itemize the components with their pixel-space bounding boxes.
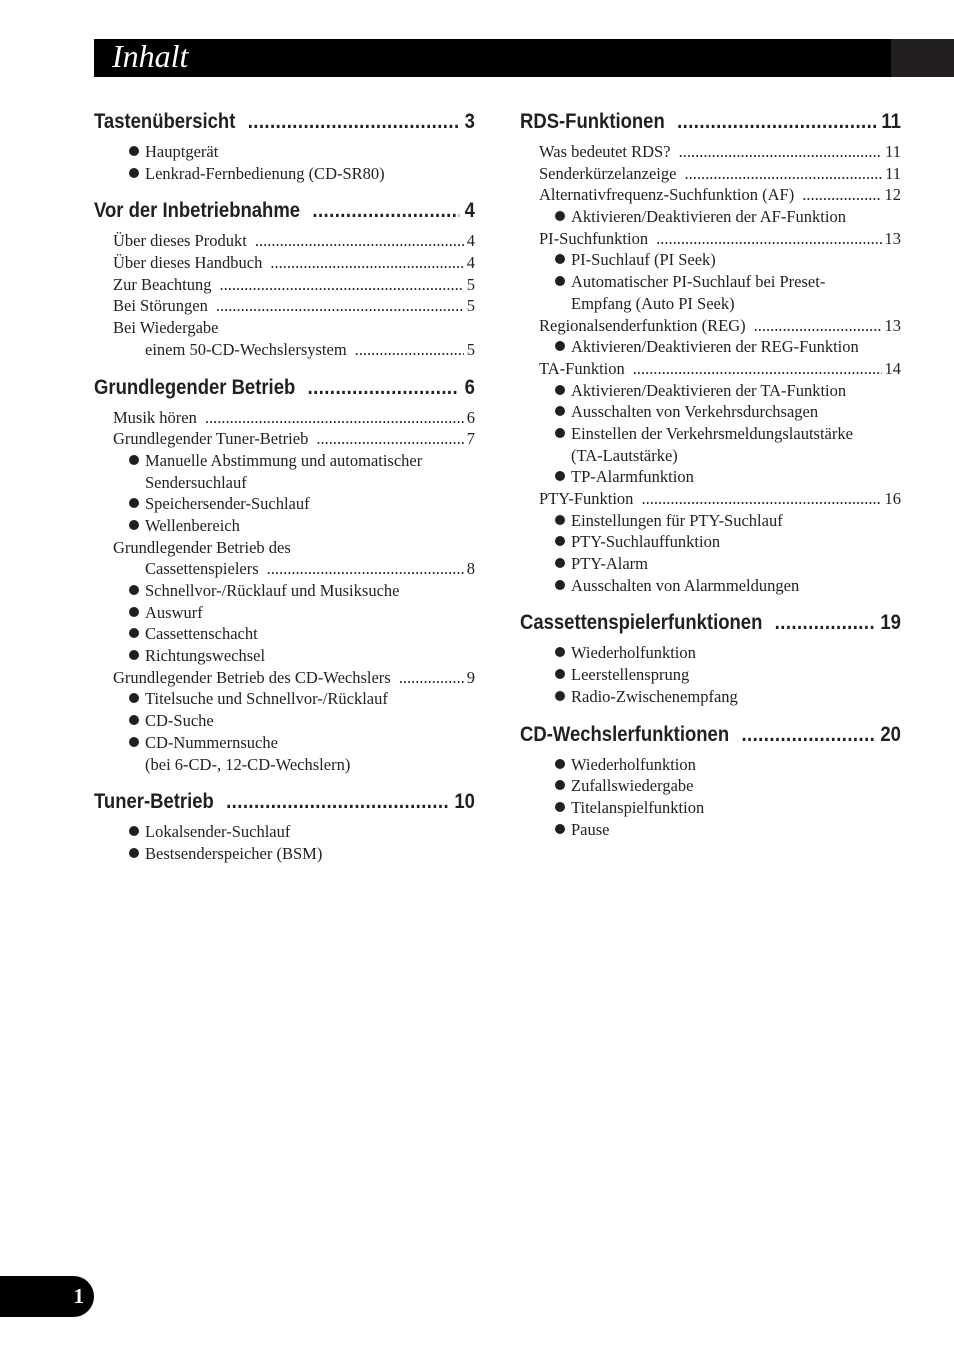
toc-entry[interactable] [94, 253, 475, 275]
dot-leader [216, 296, 464, 316]
entry-page-number: 5 [466, 274, 475, 294]
section-title: CD-Wechslerfunktionen [520, 722, 730, 746]
bullet-text: Radio-Zwischenempfang [571, 686, 738, 706]
entry-title: PI-Suchfunktion [539, 228, 649, 248]
entry-title: TA-Funktion [539, 358, 625, 378]
dot-leader [684, 164, 882, 184]
dot-leader [226, 790, 449, 814]
toc-column-left [94, 110, 475, 880]
bullet-icon [555, 691, 565, 701]
bullet-icon [555, 471, 565, 481]
bullet-text: Zufallswiedergabe [571, 776, 694, 796]
header-tab [891, 39, 954, 77]
toc-bullet-item [520, 272, 901, 294]
entry-title: Grundlegender Betrieb des CD-Wechslers [113, 667, 391, 687]
bullet-icon [555, 515, 565, 525]
toc-bullet-item [520, 554, 901, 576]
bullet-text: Wellenbereich [145, 515, 240, 535]
entry-title: Alternativfrequenz-Suchfunktion (AF) [539, 185, 795, 205]
toc-entry[interactable] [94, 559, 475, 581]
bullet-icon [555, 254, 565, 264]
bullet-text: Einstellungen für PTY-Suchlauf [571, 510, 783, 530]
toc-entry[interactable] [520, 359, 901, 381]
toc-bullet-item [94, 581, 475, 603]
section-title: Tastenübersicht [94, 110, 236, 133]
toc-bullet-item [94, 822, 475, 844]
section-page-number: 10 [454, 790, 475, 814]
dot-leader [205, 408, 464, 428]
bullet-text: CD-Nummernsuche [145, 732, 278, 752]
section-page-number: 3 [464, 110, 475, 133]
section-title: Tuner-Betrieb [94, 790, 214, 814]
toc-bullet-item [520, 207, 901, 229]
entry-page-number: 4 [466, 231, 475, 251]
bullet-text: Bestsenderspeicher (BSM) [145, 843, 323, 863]
toc-bullet-item [520, 250, 901, 272]
entry-page-number: 12 [884, 185, 901, 205]
toc-bullet-item [520, 467, 901, 489]
toc-entry[interactable] [520, 142, 901, 164]
bullet-icon [129, 168, 139, 178]
bullet-icon [129, 628, 139, 638]
toc-entry[interactable] [94, 429, 475, 451]
entry-page-number: 13 [884, 315, 901, 335]
entry-page-number: 7 [466, 429, 475, 449]
bullet-icon [129, 455, 139, 465]
bullet-text: TP-Alarmfunktion [571, 467, 694, 487]
section-heading[interactable] [94, 110, 475, 139]
dot-leader [308, 376, 460, 400]
bullet-text: Pause [571, 819, 610, 839]
dot-leader [270, 253, 463, 273]
bullet-text: Wiederholfunktion [571, 643, 696, 663]
bullet-icon [129, 715, 139, 725]
toc-section [520, 723, 901, 842]
toc-section [94, 110, 475, 185]
bullet-text: Speichersender-Suchlauf [145, 494, 310, 514]
bullet-icon [555, 276, 565, 286]
toc-continuation: Sendersuchlauf [145, 472, 247, 492]
bullet-text: Richtungswechsel [145, 646, 266, 666]
section-heading[interactable] [520, 110, 901, 139]
bullet-text: Aktivieren/Deaktivieren der AF-Funktion [571, 207, 846, 227]
toc-section [520, 611, 901, 708]
toc-bullet-item [94, 733, 475, 755]
bullet-icon [129, 146, 139, 156]
bullet-icon [555, 824, 565, 834]
toc-entry[interactable] [520, 164, 901, 186]
page-title: Inhalt [112, 38, 189, 74]
bullet-icon [129, 520, 139, 530]
toc-entry[interactable] [520, 229, 901, 251]
entry-page-number: 11 [885, 163, 901, 183]
entry-title: einem 50-CD-Wechslersystem [145, 339, 347, 359]
toc-bullet-item [520, 381, 901, 403]
section-page-number: 11 [881, 110, 901, 133]
bullet-text: Ausschalten von Verkehrsdurchsagen [571, 402, 819, 422]
toc-bullet-item [94, 164, 475, 186]
entry-page-number: 8 [466, 559, 475, 579]
toc-bullet-item [520, 687, 901, 709]
page-number-badge [0, 1276, 94, 1317]
section-page-number: 19 [880, 611, 901, 635]
toc-entry[interactable] [94, 408, 475, 430]
bullet-text: PI-Suchlauf (PI Seek) [571, 250, 716, 270]
bullet-text: Automatischer PI-Suchlauf bei Preset- [571, 272, 826, 292]
toc-bullet-item [94, 451, 475, 473]
toc-entry-text [94, 538, 475, 560]
toc-bullet-item [94, 624, 475, 646]
toc-bullet-item [94, 844, 475, 866]
bullet-icon [129, 585, 139, 595]
section-title: Vor der Inbetriebnahme [94, 199, 301, 223]
toc-column-right [520, 110, 901, 855]
entry-page-number: 14 [884, 358, 901, 378]
bullet-icon [129, 826, 139, 836]
toc-entry[interactable] [94, 668, 475, 690]
bullet-text: Aktivieren/Deaktivieren der REG-Funktion [571, 337, 859, 357]
entry-page-number: 9 [466, 667, 475, 687]
bullet-text: Titelsuche und Schnellvor-/Rücklauf [145, 689, 388, 709]
dot-leader [220, 275, 464, 295]
bullet-text: Lenkrad-Fernbedienung (CD-SR80) [145, 163, 385, 183]
bullet-icon [555, 802, 565, 812]
section-heading[interactable] [520, 611, 901, 640]
toc-bullet-item [520, 337, 901, 359]
toc-section [94, 199, 475, 361]
bullet-icon [129, 737, 139, 747]
toc-entry[interactable] [94, 231, 475, 253]
dot-leader [802, 185, 881, 205]
bullet-text: Titelanspielfunktion [571, 797, 705, 817]
bullet-text: Leerstellensprung [571, 665, 690, 685]
toc-section [94, 790, 475, 865]
toc-entry[interactable] [520, 489, 901, 511]
entry-title: PTY-Funktion [539, 489, 634, 508]
bullet-text: Schnellvor-/Rücklauf und Musiksuche [145, 581, 400, 600]
bullet-text: Wiederholfunktion [571, 754, 696, 774]
toc-entry-text [94, 318, 475, 340]
section-title: Cassettenspielerfunktionen [520, 611, 763, 635]
section-title: RDS-Funktionen [520, 110, 665, 133]
bullet-icon [555, 580, 565, 590]
bullet-text: PTY-Alarm [571, 554, 648, 574]
toc-bullet-item [520, 643, 901, 665]
bullet-icon [555, 669, 565, 679]
section-heading[interactable] [520, 723, 901, 752]
bullet-text: Ausschalten von Alarmmeldungen [571, 575, 800, 595]
bullet-icon [129, 848, 139, 858]
entry-page-number: 4 [466, 253, 475, 273]
entry-title: Bei Störungen [113, 296, 208, 316]
dot-leader [754, 316, 882, 336]
entry-title: Grundlegender Betrieb des [113, 537, 291, 557]
bullet-text: PTY-Suchlauffunktion [571, 532, 721, 552]
bullet-icon [555, 428, 565, 438]
entry-page-number: 16 [884, 489, 901, 508]
bullet-icon [555, 536, 565, 546]
section-heading[interactable] [94, 376, 475, 405]
bullet-icon [129, 650, 139, 660]
entry-title: Senderkürzelanzeige [539, 163, 677, 183]
bullet-icon [555, 759, 565, 769]
toc-entry[interactable] [94, 275, 475, 297]
bullet-text: Aktivieren/Deaktivieren der TA-Funktion [571, 380, 847, 400]
dot-leader [741, 723, 875, 747]
toc-bullet-item [520, 511, 901, 533]
entry-title: Was bedeutet RDS? [539, 142, 671, 161]
dot-leader [656, 229, 881, 249]
toc-entry[interactable] [94, 296, 475, 318]
toc-continuation: Empfang (Auto PI Seek) [571, 293, 735, 313]
dot-leader [677, 110, 876, 134]
bullet-icon [555, 406, 565, 416]
toc-bullet-item [94, 603, 475, 625]
toc-section [94, 376, 475, 777]
entry-title: Über dieses Produkt [113, 231, 247, 251]
bullet-text: Einstellen der Verkehrsmeldungslautstärke [571, 423, 853, 443]
section-page-number: 6 [464, 375, 475, 399]
dot-leader [641, 489, 881, 509]
dot-leader [399, 668, 464, 688]
entry-title: Musik hören [113, 407, 197, 427]
toc-bullet-item [94, 142, 475, 164]
bullet-text: Hauptgerät [145, 142, 219, 161]
bullet-icon [129, 693, 139, 703]
toc-section [520, 110, 901, 597]
bullet-icon [555, 211, 565, 221]
toc-bullet-item [520, 532, 901, 554]
toc-continuation: (bei 6-CD-, 12-CD-Wechslern) [145, 754, 351, 774]
toc-continuation: (TA-Lautstärke) [571, 445, 678, 465]
toc-entry[interactable] [94, 340, 475, 362]
bullet-text: Lokalsender-Suchlauf [145, 822, 291, 842]
dot-leader [267, 559, 464, 579]
entry-title: Zur Beachtung [113, 274, 212, 294]
dot-leader [775, 611, 875, 635]
section-heading[interactable] [94, 199, 475, 228]
dot-leader [355, 340, 464, 360]
section-page-number: 20 [880, 722, 901, 746]
toc-bullet-item [520, 576, 901, 598]
toc-bullet-item [94, 494, 475, 516]
toc-bullet-item [520, 798, 901, 820]
toc-bullet-item [520, 820, 901, 842]
section-title: Grundlegender Betrieb [94, 375, 296, 399]
bullet-text: Auswurf [145, 602, 203, 622]
bullet-icon [555, 647, 565, 657]
section-heading[interactable] [94, 790, 475, 819]
toc-entry[interactable] [520, 185, 901, 207]
bullet-text: Cassettenschacht [145, 624, 258, 644]
entry-title: Grundlegender Tuner-Betrieb [113, 429, 309, 449]
toc-bullet-item [94, 516, 475, 538]
section-page-number: 4 [464, 199, 475, 223]
toc-bullet-item [94, 711, 475, 733]
toc-entry[interactable] [520, 316, 901, 338]
entry-title: Über dieses Handbuch [113, 253, 263, 273]
bullet-text: Manuelle Abstimmung und automatischer [145, 450, 423, 470]
entry-title: Regionalsenderfunktion (REG) [539, 315, 746, 335]
toc-bullet-item [520, 402, 901, 424]
toc-bullet-item [94, 689, 475, 711]
entry-page-number: 6 [466, 407, 475, 427]
dot-leader [248, 110, 460, 134]
bullet-icon [555, 780, 565, 790]
toc-bullet-item [520, 776, 901, 798]
entry-title: Bei Wiedergabe [113, 318, 219, 338]
dot-leader [633, 359, 882, 379]
toc-bullet-item [520, 755, 901, 777]
entry-page-number: 5 [466, 339, 475, 359]
dot-leader [255, 231, 464, 251]
entry-title: Cassettenspielers [145, 559, 259, 579]
toc-bullet-item [94, 646, 475, 668]
toc-bullet-item [520, 665, 901, 687]
bullet-icon [129, 607, 139, 617]
page-number: 1 [73, 1284, 84, 1308]
header-bar [94, 39, 954, 77]
dot-leader [316, 429, 463, 449]
entry-page-number: 11 [885, 142, 901, 161]
bullet-icon [555, 558, 565, 568]
dot-leader [679, 142, 883, 162]
entry-page-number: 5 [466, 296, 475, 316]
toc-bullet-item [520, 424, 901, 446]
bullet-icon [555, 341, 565, 351]
dot-leader [312, 199, 459, 223]
entry-page-number: 13 [884, 228, 901, 248]
bullet-text: CD-Suche [145, 711, 214, 731]
bullet-icon [129, 498, 139, 508]
bullet-icon [555, 385, 565, 395]
